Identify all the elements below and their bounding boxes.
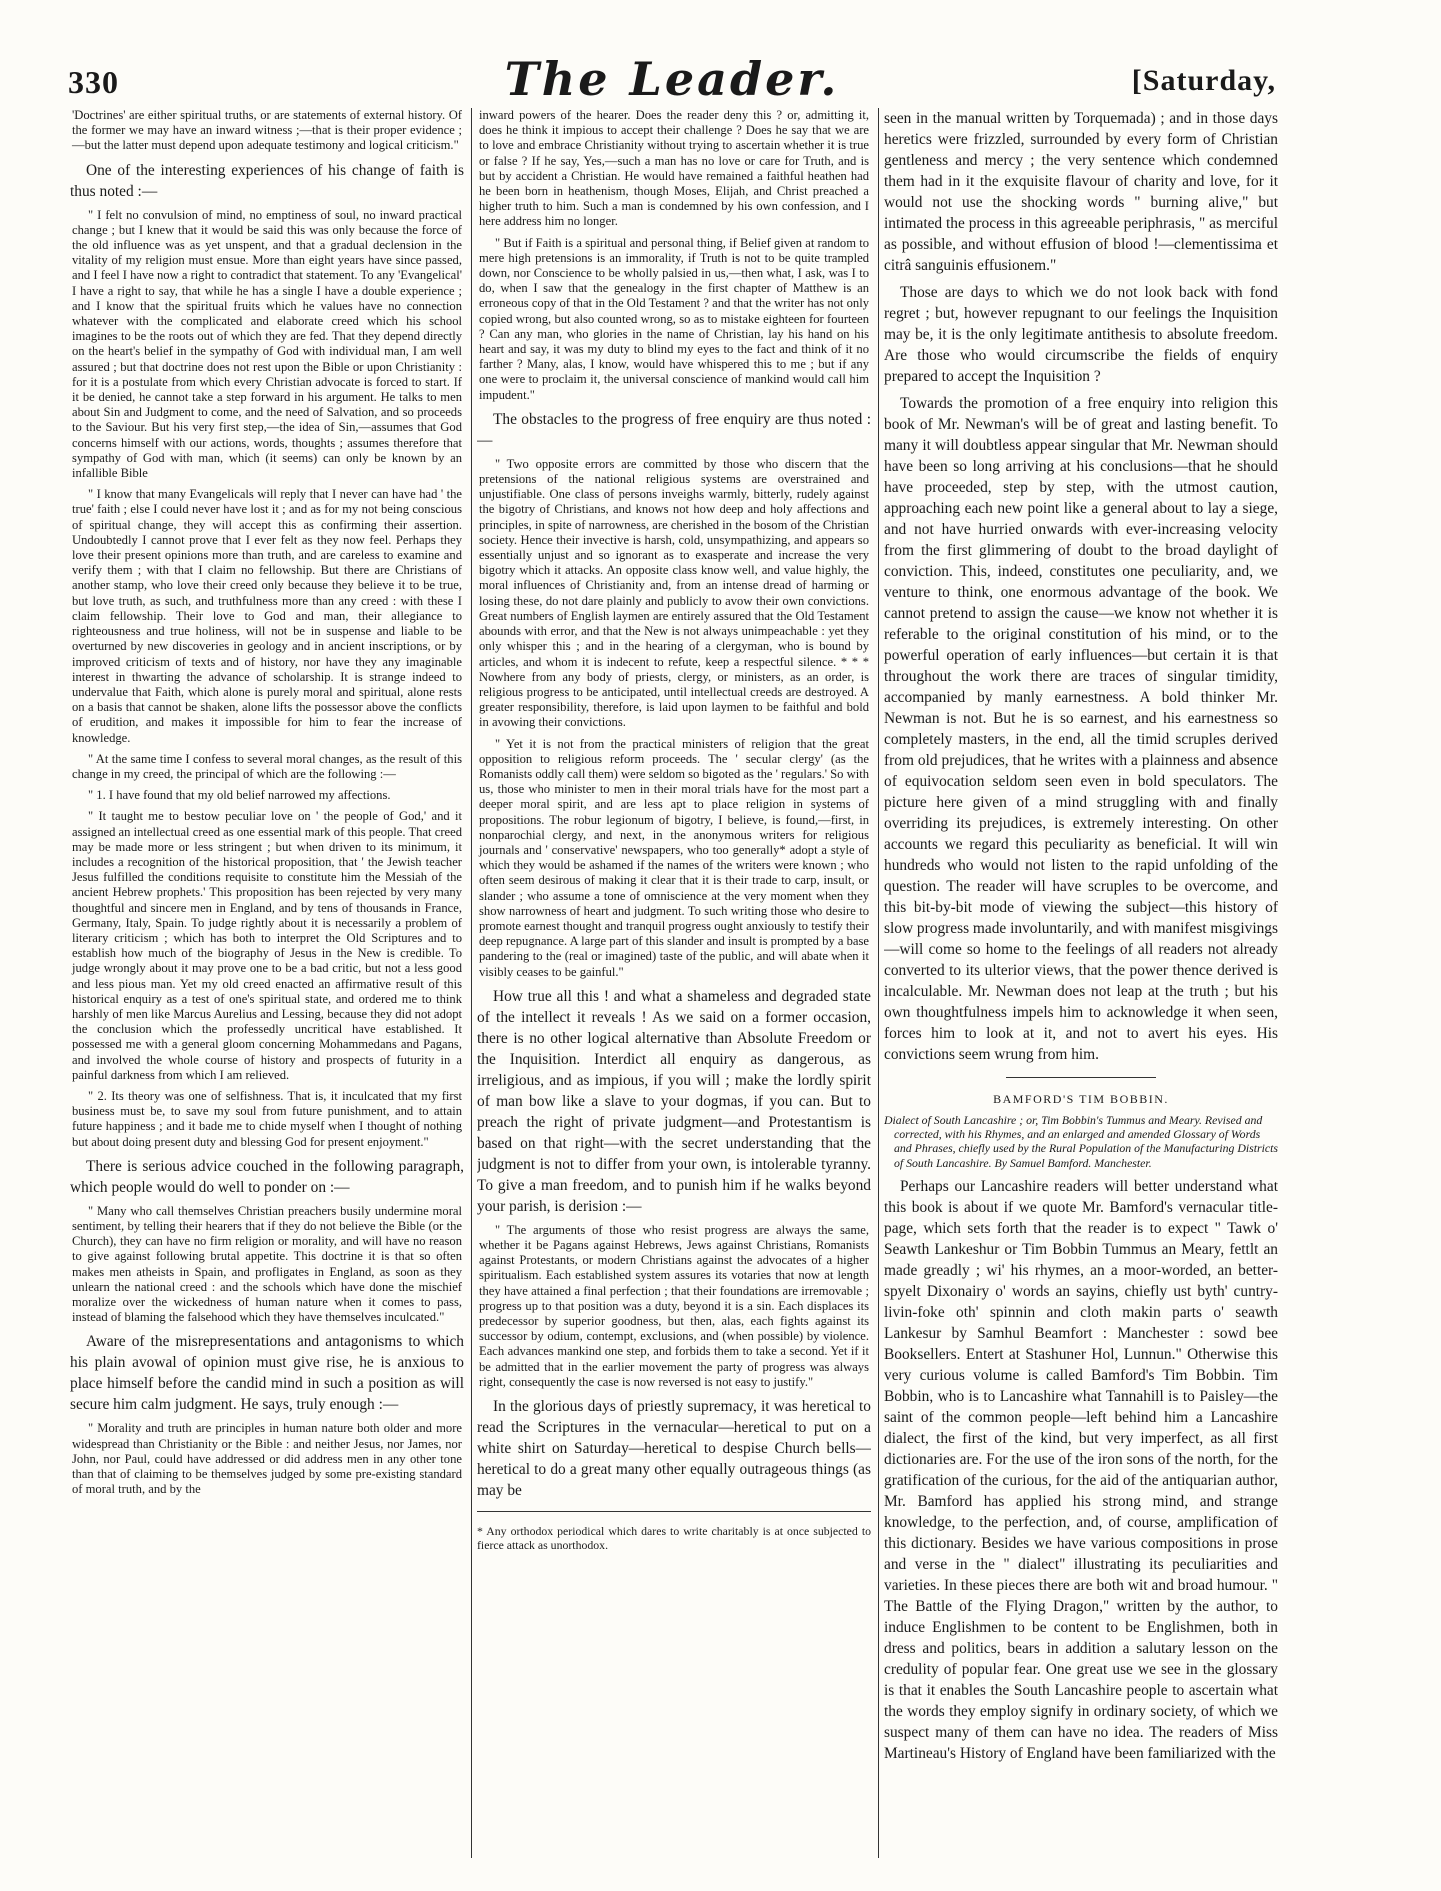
issue-day: [Saturday,: [1131, 64, 1276, 97]
column-2: [477, 108, 871, 1858]
column-divider: [878, 108, 879, 1858]
quote-paragraph: " Two opposite errors are committed by those who discern that the pretensions of the national religious systems are overstrained and unjustifiable. One class of persons inveighs warmly, bitterly, rudely against the bigotry of Christians, and knows not how deep and holy affections and principles, in spite of narrowness, are cherished in the bosom of the Christian society. Hence their invective is harsh, cold, unsympathizing, and appears so essentially unjust and so ignorant as to exasperate and increase the very bigotry which it attacks. An opposite class know well, and value highly, the moral influences of Christianity and, from an intense dread of harming or losing these, do not dare plainly and publicly to avow their own convictions. Great numbers of English laymen are entirely assured that the Old Testament abounds with error, and that the New is not always unimpeachable : yet they only whisper this ; and in the hearing of a clergyman, who is bound by articles, and whom it is indecent to refute, keep a respectful silence. * * * Nowhere from any body of priests, clergy, or ministers, as an order, is religious progress to be anticipated, until intellectual creeds are destroyed. A greater responsibility, therefore, is laid upon laymen to be faithful and bold in avowing their convictions.: [479, 456, 869, 730]
body-paragraph: One of the interesting experiences of his change of faith is thus noted :—: [70, 161, 464, 200]
review-heading: BAMFORD'S TIM BOBBIN.: [993, 1092, 1169, 1106]
section-rule: [1006, 1077, 1156, 1078]
body-paragraph: seen in the manual written by Torquemada) ; and in those days heretics were frizzled, surrounded by every form of Christian gentleness and mercy ; the very sentence which condemned them had in it the exquisite flavour of charity and love, for it would not use the shocking words " burning alive," but intimated the process in this agreeable periphrasis, " as merciful as possible, and without effusion of blood !—clementissima et citrâ sanguinis effusionem.": [884, 110, 1278, 274]
quote-paragraph: " The arguments of those who resist progress are always the same, whether it be Pagans against Hebrews, Jews against Christians, Romanists against Protestants, or modern Christians against the advocates of a higher spiritualism. Each established system assures its votaries that now at length they have attained a final perfection ; that their foundations are irremovable ; progress up to that position was a duty, beyond it is a sin. Each displaces its predecessor by superior goodness, but then, alas, each fights against its successor by odium, contempt, exclusions, and (when possible) by violence. Each advances mankind one step, and forbids them to take a second. Yet if it be admitted that in the earlier movement the party of progress was always right, consequently the case is now reversed is not easy to justify.": [479, 1222, 869, 1389]
review-bibliographic-note: Dialect of South Lancashire ; or, Tim Bobbin's Tummus and Meary. Revised and corrected, with his Rhymes, and an enlarged and amended Glossary of Words and Phrases, chiefly used by the Rural Population of the Manufacturing Districts of South Lancashire. By Samuel Bamford. Manchester.: [884, 1113, 1278, 1170]
page-header: [68, 52, 1276, 108]
quote-paragraph: " Morality and truth are principles in human nature both older and more widespread than Christianity or the Bible : and neither Jesus, nor James, nor John, nor Paul, could have addressed or did address men in any other tone than that of claiming to be themselves judged by some pre-existing standard of moral truth, and by the: [72, 1421, 462, 1497]
page-number: 330: [68, 64, 119, 100]
body-paragraph: The obstacles to the progress of free enquiry are thus noted :—: [477, 410, 871, 449]
quote-paragraph: inward powers of the hearer. Does the reader deny this ? or, admitting it, does he think it impious to accept their challenge ? Does he say that we are to love and embrace Christianity without trying to ascertain whether it is true or false ? If he say, Yes,—such a man has no love or care for Truth, and is but by accident a Christian. He would have remained a faithful heathen had he been born in heathenism, though Moses, Elijah, and Christ preached a higher truth to him. Such a man is condemned by his own confession, and I here address him no longer.: [479, 108, 869, 229]
quote-paragraph: " I felt no convulsion of mind, no emptiness of soul, no inward practical change ; but I knew that it would be said this was only because the force of the old influence was as yet unspent, and that a gradual declension in the vitality of my religion must ensue. More than eight years have since passed, and I feel I have now a right to contradict that statement. To any 'Evangelical' I have a right to say, that while he has a single I have a double experience ; and I know that the spiritual fruits which he values have no connection whatever with the complicated and elaborate creed which his school imagines to be the roots out of which they are fed. That they depend directly on the heart's belief in the sympathy of God with individual man, I am well assured ; but that doctrine does not rest upon the Bible or upon Christianity : for it is a postulate from which every Christian advocate is forced to start. If it be denied, he cannot take a step forward in his argument. He talks to men about Sin and Judgment to come, and the need of Salvation, and so proceeds to the Saviour. But his very first step,—the idea of Sin,—assumes that God concerns himself with our actions, words, thoughts ; assumes therefore that sympathy of God with man, which (it seems) can only be known by an infallible Bible: [72, 207, 462, 481]
body-paragraph: Aware of the misrepresentations and antagonisms to which his plain avowal of opinion must give rise, he is anxious to place himself before the candid mind in such a position as will secure him calm judgment. He says, truly enough :—: [70, 1333, 464, 1414]
quote-paragraph: " It taught me to bestow peculiar love on ' the people of God,' and it assigned an intellectual creed as one essential mark of this people. That creed may be made more or less stringent ; but when driven to its minimum, it includes a recognition of the historical proposition, that ' the Jewish teacher Jesus fulfilled the conditions requisite to constitute him the Messiah of the ancient Hebrew prophets.' This proposition has been rejected by very many thoughtful and sincere men in England, and by tens of thousands in France, Germany, Italy, Spain. To judge rightly about it is necessarily a problem of literary criticism ; which has both to interpret the Old Scriptures and to establish how much of the biography of Jesus in the New is credible. To judge wrongly about it may prove one to be a bad critic, but not a less good and less pious man. Yet my old creed enacted an affirmative result of this historical enquiry as a test of one's spiritual state, and ordered me to think harshly of men like Marcus Aurelius and Lessing, because they did not adopt the conclusion which the professedly uncritical have established. It possessed me with a general gloom concerning Mohammedans and Pagans, and involved the whole course of history and prospects of futurity in a painful darkness from which I am relieved.: [72, 809, 462, 1082]
column-1: [70, 108, 464, 1858]
body-paragraph: How true all this ! and what a shameless and degraded state of the intellect it reveals ! As we said on a former occasion, there is no other logical alternative than Absolute Freedom or the Inquisition. Interdict all enquiry as dangerous, as irreligious, and as impious, if you will ; make the lordly spirit of man bow like a slave to your dogmas, if you can. But to preach the right of private judgment—and Protestantism is based on that right—with the secret understanding that the judgment is not to differ from your own, is intolerable tyranny. To give a man freedom, and to punish him if he walks beyond your parish, is derision :—: [477, 987, 871, 1215]
quote-paragraph: " At the same time I confess to several moral changes, as the result of this change in my creed, the principal of which are the following :—: [72, 751, 462, 781]
masthead-title: The Leader.: [504, 52, 840, 106]
quote-paragraph: " I know that many Evangelicals will reply that I never can have had ' the true' faith ; else I could never have lost it ; and as for my not being conscious of spiritual change, they will accept this as confirming their assertion. Undoubtedly I cannot prove that I ever felt as they now feel. Perhaps they love their present opinions more than truth, and are careless to examine and verify them ; with that I claim no fellowship. But there are Christians of another stamp, who love their creed only because they believe it to be true, but love truth, as such, and truthfulness more than any creed : with these I claim fellowship. Their love to God and man, their allegiance to righteousness and true holiness, will not be in suspense and liable to be overturned by new discoveries in geology and in ancient inscriptions, or by improved criticism of texts and of history, nor have they any imaginable interest in thwarting the advance of scholarship. It is strange indeed to undervalue that Faith, which alone is purely moral and spiritual, alone rests on a basis that cannot be shaken, alone lifts the possessor above the conflicts of erudition, and makes it impossible for him to fear the increase of knowledge.: [72, 487, 462, 745]
body-paragraph: In the glorious days of priestly supremacy, it was heretical to read the Scriptures in the vernacular—heretical to put on a white shirt on Saturday—heretical to despise Church bells—heretical to do a great many other equally outrageous things (as may be: [477, 1398, 871, 1499]
quote-paragraph: " But if Faith is a spiritual and personal thing, if Belief given at random to mere high pretensions is an immorality, if Truth is not to be quite trampled down, nor Conscience to be wholly palsied in us,—then what, I ask, was I to do, when I saw that the genealogy in the first chapter of Matthew is an erroneous copy of that in the Old Testament ? and that the writer has not only copied wrong, but also counted wrong, so as to mistake eighteen for fourteen ? Can any man, who glories in the name of Christian, lay his hand on his heart and say, it was my duty to blind my eyes to the fact and think of it no farther ? Many, alas, I know, would have whispered this to me ; but if any one were to proclaim it, the universal conscience of mankind would call him impudent.": [479, 235, 869, 402]
quote-paragraph: 'Doctrines' are either spiritual truths, or are statements of external history. Of the former we may have an inward witness ;—that is their proper evidence ;—but the latter must depend upon adequate testimony and logical criticism.": [72, 108, 462, 153]
body-paragraph: There is serious advice couched in the following paragraph, which people would do well to ponder on :—: [70, 1157, 464, 1196]
body-paragraph: Perhaps our Lancashire readers will better understand what this book is about if we quote Mr. Bamford's vernacular title-page, which sets forth that the reader is to expect " Tawk o' Seawth Lankeshur or Tim Bobbin Tummus an Meary, fettlt an made greadly ; wi' his rhymes, an a moor-worded, an better-spyelt Dixonairy o' words an sayins, chiefly ust byth' cuntry-livin-foke oth' spinnin and cloth makin parts o' seawth Lankesur by Samhul Beamfort : Manchester : sowd bee Booksellers. Entert at Stashuner Hol, Lunnun." Otherwise this very curious volume is called Bamford's Tim Bobbin. Tim Bobbin, who is to Lancashire what Tannahill is to Paisley—the saint of the common people—left behind him a Lancashire dialect, the first of the kind, but very imperfect, as all first dictionaries are. For the use of the iron sons of the north, for the gratification of the curious, for the aid of the antiquarian author, Mr. Bamford has applied his strong mind, and strange knowledge, to the perfection, and, of course, amplification of this dictionary. Besides we have various compositions in prose and verse in the " dialect" illustrating its peculiarities and varieties. In these pieces there are both wit and broad humour. " The Battle of the Flying Dragon," written by the author, to induce Englishmen to be content to be Englishmen, both in dress and politics, bears in addition a salutary lesson on the credulity of popular fear. One great use we see in the glossary is that it enables the South Lancashire people to ascertain what the words they employ signify in ordinary society, of which we suspect many of them can have no idea. The readers of Miss Martineau's History of England have been familiarized with the: [884, 1177, 1278, 1762]
quote-paragraph: " 1. I have found that my old belief narrowed my affections.: [88, 788, 391, 803]
quote-paragraph: " Yet it is not from the practical ministers of religion that the great opposition to religious reform proceeds. The ' secular clergy' (as the Romanists oddly call them) were seldom so bigoted as the ' regulars.' So with us, those who minister to men in their moral trials have for the most part a deeper moral spirit, and are less apt to place religion in systems of propositions. The robur legionum of bigotry, I believe, is found,—first, in nonparochial clergy, and next, in the anonymous writers for religious journals and ' conservative' newspapers, who too generally* adopt a style of which they would be ashamed if the names of the writers were known ; who often seem desirous of making it clear that it is their trade to carp, insult, or slander ; who assume a tone of omniscience at the very moment when they show narrowness of heart and judgment. To such writing those who desire to promote earnest thought and tranquil progress ought anxiously to testify their deep repugnance. A large part of this slander and insult is prompted by a base pandering to the (real or imagined) taste of the public, and will abate when it visibly ceases to be gainful.": [479, 736, 869, 979]
footnote: * Any orthodox periodical which dares to write charitably is at once subjected to fierce attack as unorthodox.: [477, 1523, 871, 1552]
column-divider: [471, 108, 472, 1858]
footnote-rule: [477, 1511, 871, 1512]
column-3: [884, 108, 1278, 1858]
quote-paragraph: " 2. Its theory was one of selfishness. That is, it inculcated that my first business must be, to save my soul from future punishment, and to attain future happiness ; and it bade me to chide myself when I thought of nothing but about doing present duty and blessing God for present enjoyment.": [72, 1088, 462, 1149]
body-paragraph: Towards the promotion of a free enquiry into religion this book of Mr. Newman's will be of great and lasting benefit. To many it will doubtless appear singular that Mr. Newman should have been so long arriving at his conclusions—that he should have proceeded, step by step, with the utmost caution, approaching each new point like a general about to lay a siege, and not have hurried onwards with ever-increasing velocity from the first glimmering of doubt to the broad daylight of conviction. This, indeed, constitutes one peculiarity, and, we venture to think, one enormous advantage of the book. We cannot pretend to assign the cause—we know not whether it is referable to the original constitution of his mind, or to the powerful operation of early influences—but certain it is that throughout the work there are traces of singular timidity, accompanied by manly earnestness. A bold thinker Mr. Newman is not. But he is so earnest, and his earnestness so completely masters, in the end, all the timid scruples derived from old prejudices, that he writes with a plainness and absence of equivocation seldom seen even in bold speculators. The picture here given of a mind struggling with and finally overriding its prejudices, is extremely interesting. On other accounts we regard this peculiarity as beneficial. It will win hundreds who would not listen to the rapid unfolding of the question. The reader will have scruples to be overcome, and this bit-by-bit mode of viewing the subject—this history of slow progress made involuntarily, and with manifest misgivings—will come so home to the feelings of all readers not already converted to its ulterior views, that the power thence derived is incalculable. Mr. Newman does not leap at the truth ; but his own thoughtfulness impels him to acknowledge it when seen, forces him to look at it, and not to avert his eyes. His convictions seem wrung from him.: [884, 395, 1278, 1063]
body-paragraph: Those are days to which we do not look back with fond regret ; but, however repugnant to our feelings the Inquisition may be, it is the only legitimate antithesis to absolute freedom. Are those who would circumscribe the fields of enquiry prepared to accept the Inquisition ?: [884, 284, 1278, 385]
quote-paragraph: " Many who call themselves Christian preachers busily undermine moral sentiment, by telling their hearers that if they do not believe the Bible (or the Church), they can have no firm religion or morality, and will have no reason to give against following brutal appetite. This doctrine it is that so often makes men atheists in Spain, and profligates in England, as soon as they unlearn the national creed : and the schools which have done the mischief moralize over the wickedness of human nature when it comes to pass, instead of blaming the falsehood which they have themselves inculcated.": [72, 1203, 462, 1325]
